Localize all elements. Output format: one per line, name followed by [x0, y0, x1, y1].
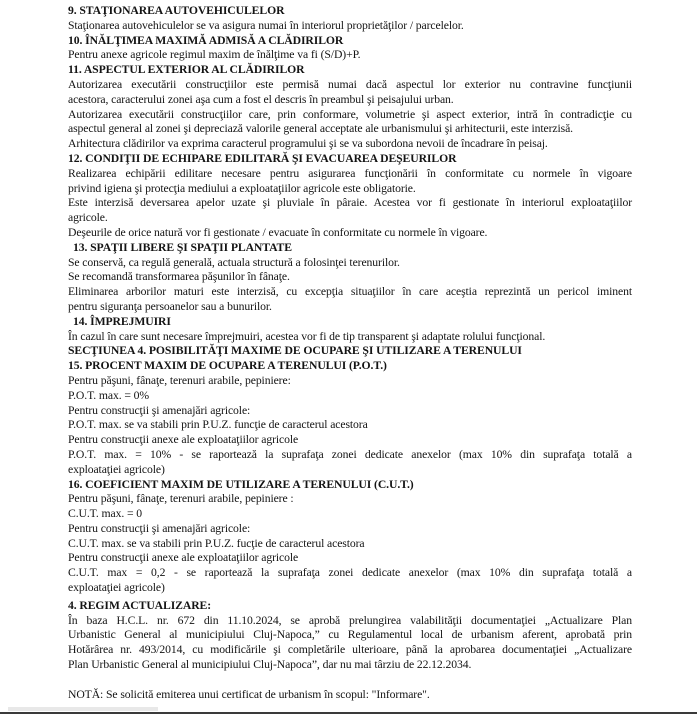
text-line: Staţionarea autovehiculelor se va asigura numai în interiorul proprietăţilor / parcelelor.: [68, 18, 464, 32]
text-line: Pentru păşuni, fânaţe, terenuri arabile, pepiniere:: [68, 373, 291, 387]
page-bottom-rule: [0, 712, 697, 714]
text-line: Se conservă, ca regulă generală, actuala structură a folosinţei terenurilor.: [68, 255, 400, 269]
text-line: Realizarea echipării edilitare necesare pentru asigurarea funcţionării în conformitate cu normele în vigoare: [68, 166, 632, 180]
section-heading: 11. ASPECTUL EXTERIOR AL CLĂDIRILOR: [68, 63, 305, 77]
text-line: În cazul în care sunt necesare împrejmuiri, acestea vor fi de tip transparent şi adaptate rolului funcţional.: [68, 329, 546, 343]
text-line: P.O.T. max. se va stabili prin P.U.Z. funcţie de caracterul acestora: [68, 418, 368, 432]
text-line: Se recomandă transformarea păşunilor în fânaţe.: [68, 270, 290, 284]
text-line: Plan Urbanistic General al municipiului Cluj-Napoca”, dar nu mai târziu de 22.12.2034.: [68, 658, 472, 672]
text-line: Eliminarea arborilor maturi este interzisă, cu excepţia situaţiilor în care aceştia reprezintă un pericol iminent: [68, 285, 632, 299]
text-line: C.U.T. max = 0,2 - se raportează la suprafaţa zonei dedicate anexelor (max 10% din suprafaţa totală a: [68, 566, 632, 580]
text-line: aspectul general al zonei şi depreciază valorile general acceptate ale urbanismului şi arhitecturii, este interzisă.: [68, 122, 573, 136]
text-line: Urbanistic General al municipiului Cluj-Napoca,” cu Regulamentul local de urbanism aferent, aprobată prin: [68, 628, 632, 642]
scan-smudge: [8, 707, 158, 711]
text-line: Pentru anexe agricole regimul maxim de înălţime va fi (S/D)+P.: [68, 48, 361, 62]
text-line: exploataţiei agricole): [68, 462, 165, 476]
text-line: Pentru păşuni, fânaţe, terenuri arabile, pepiniere :: [68, 492, 294, 506]
text-line: P.O.T. max. = 10% - se raportează la suprafaţa zonei dedicate anexelor (max 10% din suprafaţa totală a: [68, 447, 632, 461]
section-heading: 15. PROCENT MAXIM DE OCUPARE A TERENULUI (P.O.T.): [68, 359, 387, 373]
text-line: Arhitectura clădirilor va exprima caracterul programului şi se va subordona nevoii de încadrare în peisaj.: [68, 137, 548, 151]
text-line: Pentru construcţii şi amenajări agricole:: [68, 403, 251, 417]
section-heading: 9. STAŢIONAREA AUTOVEHICULELOR: [68, 4, 285, 17]
text-line: Pentru construcţii anexe ale exploataţiilor agricole: [68, 551, 299, 565]
section-heading: 10. ÎNĂLŢIMEA MAXIMĂ ADMISĂ A CLĂDIRILOR: [68, 33, 344, 47]
section-heading: 14. ÎMPREJMUIRI: [73, 314, 171, 328]
text-line: Deşeurile de orice natură vor fi gestionate / evacuate în conformitate cu normele în vigoare.: [68, 225, 488, 239]
text-line: Este interzisă deversarea apelor uzate şi pluviale în pâraie. Acestea vor fi gestionate în interiorul exploataţiilor: [68, 196, 632, 210]
text-line: NOTĂ: Se solicită emiterea unui certificat de urbanism în scopul: "Informare".: [68, 687, 430, 701]
text-line: P.O.T. max. = 0%: [68, 388, 150, 402]
section-heading: SECŢIUNEA 4. POSIBILITĂŢI MAXIME DE OCUPARE ŞI UTILIZARE A TERENULUI: [68, 344, 522, 358]
section-heading: 4. REGIM ACTUALIZARE:: [68, 598, 212, 612]
text-line: privind igiena şi protecţia mediului a exploataţiilor agricole este obligatorie.: [68, 181, 416, 195]
text-line: Autorizarea executării construcţiilor este permisă numai dacă aspectul lor exterior nu contravine funcţiunii: [68, 77, 632, 91]
text-line: pentru siguranţa persoanelor sau a bunurilor.: [68, 299, 272, 313]
text-line: Autorizarea executării construcţiilor care, prin conformare, volumetrie şi aspect exterior, intră în contradicţie cu: [68, 107, 632, 121]
text-line: acestora, caracterului zonei aşa cum a fost el descris în preambul şi peisajului urban.: [68, 92, 454, 106]
document-text-body: [68, 4, 632, 703]
text-line: În baza H.C.L. nr. 672 din 11.10.2024, se aprobă prelungirea valabilităţii documentaţiei „Actualizare Plan: [68, 613, 632, 627]
text-line: C.U.T. max. = 0: [68, 507, 143, 521]
text-line: Hotărârea nr. 493/2014, cu modificările şi completările ulterioare, până la aprobarea documentaţiei „Actualizare: [68, 643, 632, 657]
section-heading: 16. COEFICIENT MAXIM DE UTILIZARE A TERENULUI (C.U.T.): [68, 477, 414, 491]
text-line: exploataţiei agricole): [68, 581, 165, 595]
text-line: Pentru construcţii şi amenajări agricole:: [68, 521, 251, 535]
text-line: Pentru construcţii anexe ale exploataţiilor agricole: [68, 433, 299, 447]
section-heading: 13. SPAŢII LIBERE ŞI SPAŢII PLANTATE: [73, 240, 292, 254]
text-line: C.U.T. max. se va stabili prin P.U.Z. fucţie de caracterul acestora: [68, 536, 365, 550]
section-heading: 12. CONDIŢII DE ECHIPARE EDILITARĂ ŞI EVACUAREA DEŞEURILOR: [68, 151, 457, 165]
text-line: agricole.: [68, 211, 108, 225]
